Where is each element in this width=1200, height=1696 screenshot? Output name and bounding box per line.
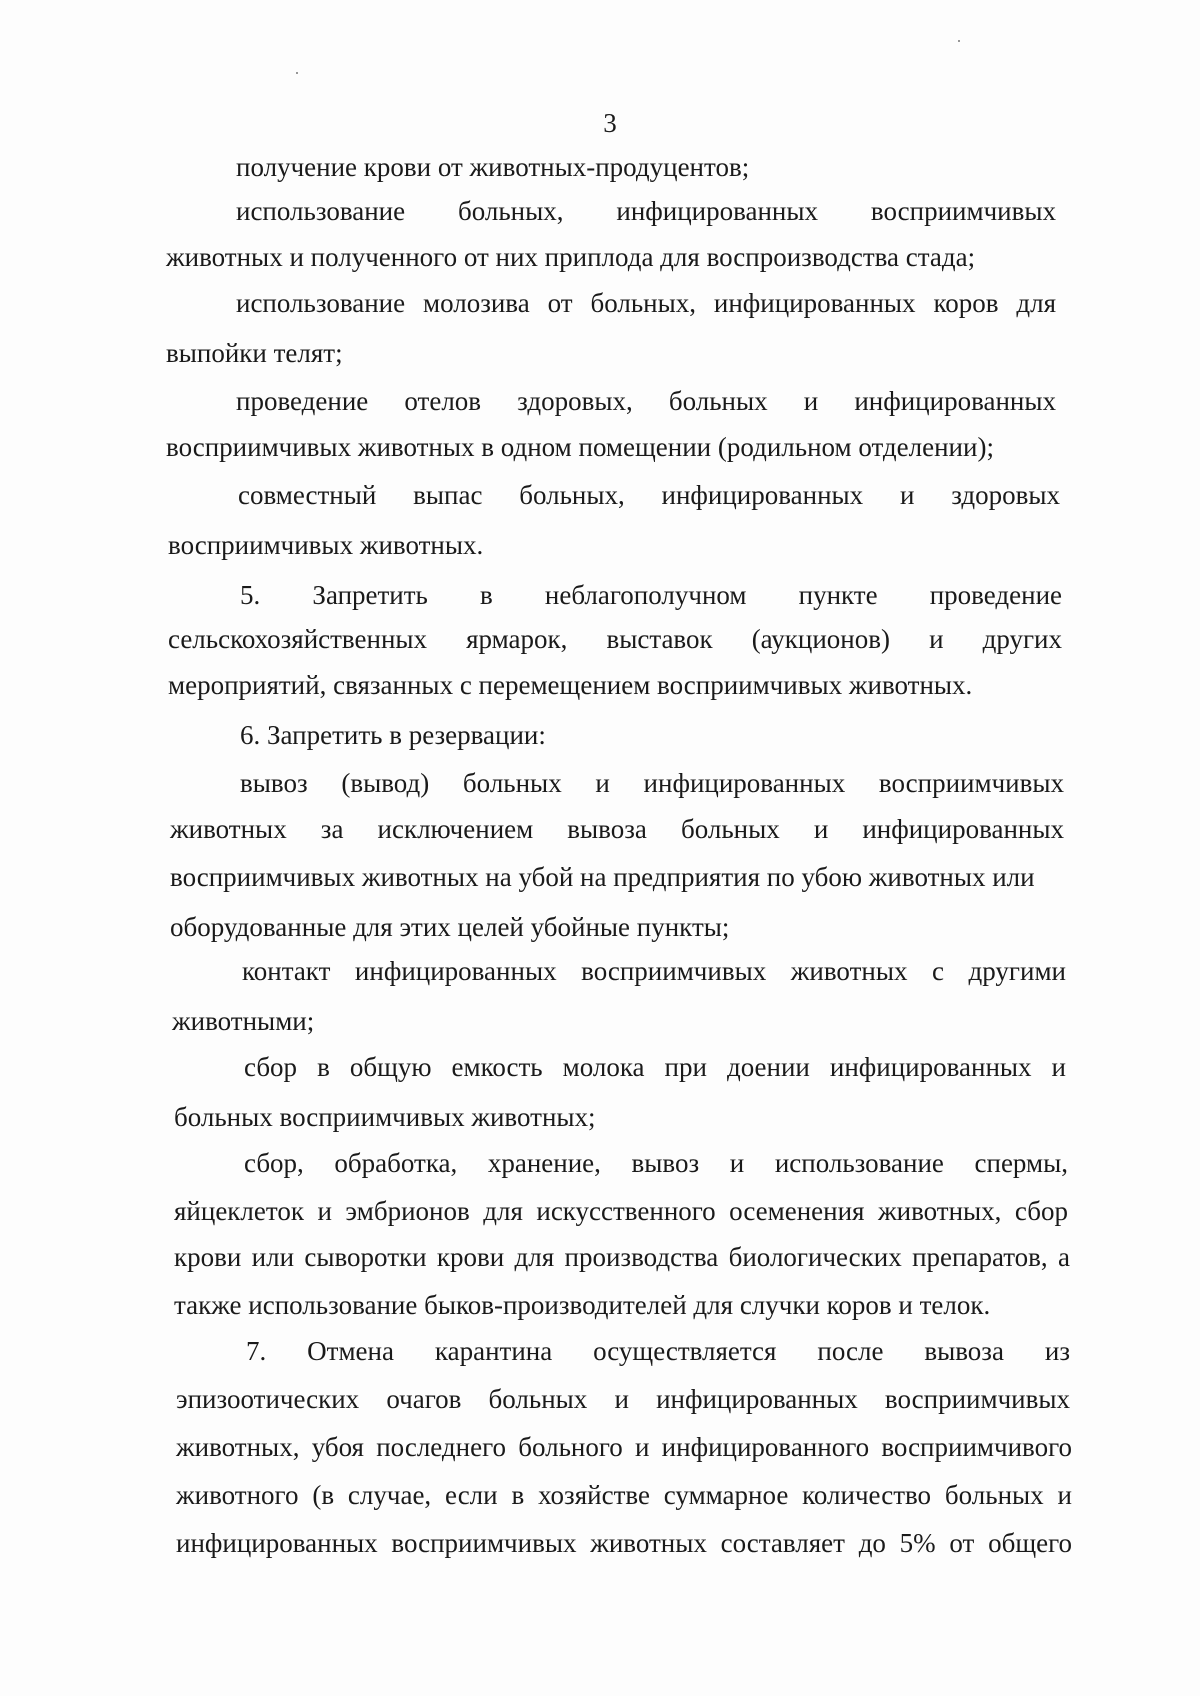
text-line: вывоз (вывод) больных и инфицированных восприимчивых [240, 768, 1064, 798]
text-line: мероприятий, связанных с перемещением восприимчивых животных. [168, 670, 973, 700]
text-line: животными; [172, 1006, 315, 1036]
text-line: восприимчивых животных. [168, 530, 484, 560]
text-line: эпизоотических очагов больных и инфицированных восприимчивых [176, 1384, 1070, 1414]
text-line: использование молозива от больных, инфицированных коров для [236, 288, 1056, 318]
text-line: 6. Запретить в резервации: [240, 720, 546, 750]
text-line: 7. Отмена карантина осуществляется после вывоза из [246, 1336, 1070, 1366]
text-line: инфицированных восприимчивых животных составляет до 5% от общего [176, 1528, 1072, 1558]
text-line: также использование быков-производителей для случки коров и телок. [174, 1290, 991, 1320]
text-line: выпойки телят; [166, 338, 343, 368]
text-line: получение крови от животных-продуцентов; [236, 152, 750, 182]
text-line: сельскохозяйственных ярмарок, выставок (аукционов) и других [168, 624, 1062, 654]
text-line: сбор, обработка, хранение, вывоз и использование спермы, [244, 1148, 1068, 1178]
text-line: восприимчивых животных в одном помещении (родильном отделении); [166, 432, 994, 462]
text-line: совместный выпас больных, инфицированных и здоровых [238, 480, 1060, 510]
text-line: яйцеклеток и эмбрионов для искусственного осеменения животных, сбор [174, 1196, 1068, 1226]
text-line: животных за исключением вывоза больных и инфицированных [170, 814, 1064, 844]
text-line: животного (в случае, если в хозяйстве суммарное количество больных и [176, 1480, 1072, 1510]
scan-speck [296, 72, 298, 74]
text-line: 5. Запретить в неблагополучном пункте проведение [240, 580, 1062, 610]
text-line: животных и полученного от них приплода для воспроизводства стада; [166, 242, 976, 272]
text-line: сбор в общую емкость молока при доении инфицированных и [244, 1052, 1066, 1082]
text-line: крови или сыворотки крови для производства биологических препаратов, а [174, 1242, 1070, 1272]
text-line: использование больных, инфицированных восприимчивых [236, 196, 1056, 226]
text-line: проведение отелов здоровых, больных и инфицированных [236, 386, 1056, 416]
page-number: 3 [603, 108, 617, 138]
text-line: восприимчивых животных на убой на предприятия по убою животных или [170, 862, 1035, 892]
text-line: животных, убоя последнего больного и инфицированного восприимчивого [176, 1432, 1072, 1462]
scan-speck [958, 40, 960, 42]
text-line: больных восприимчивых животных; [174, 1102, 596, 1132]
text-line: оборудованные для этих целей убойные пункты; [170, 912, 730, 942]
text-line: контакт инфицированных восприимчивых животных с другими [242, 956, 1066, 986]
